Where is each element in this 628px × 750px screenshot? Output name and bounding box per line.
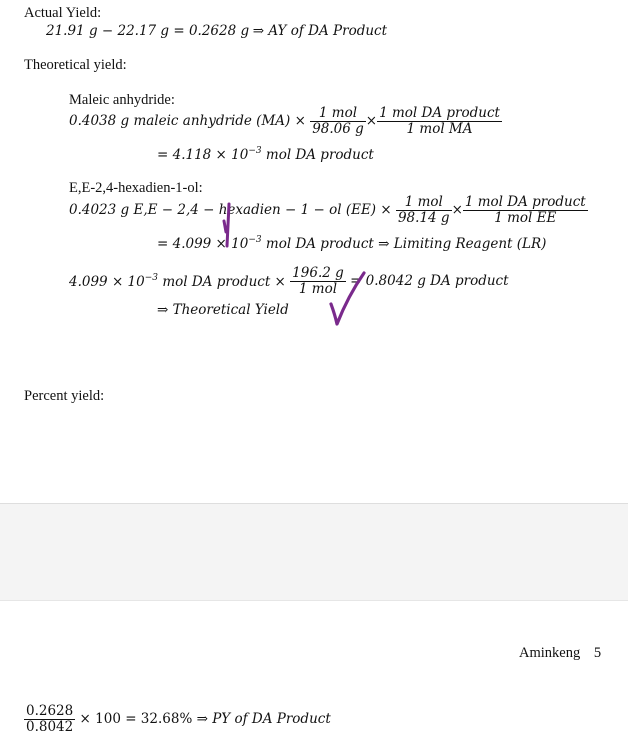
- final-lead-post: mol DA product ×: [162, 273, 286, 290]
- final-label: ⇒ Theoretical Yield: [157, 302, 289, 318]
- maleic-result-pre: = 4.118 × 10: [157, 147, 249, 163]
- maleic-lead: 0.4038 g maleic anhydride (MA) ×: [69, 113, 306, 130]
- maleic-frac1-num: 1 mol: [318, 105, 358, 121]
- theoretical-yield-heading: Theoretical yield:: [24, 57, 127, 73]
- final-fraction: [290, 266, 346, 297]
- maleic-fraction-2: [377, 106, 502, 137]
- final-result: = 0.8042 g DA product: [350, 273, 509, 290]
- page-gap: [0, 503, 628, 601]
- hexadienol-result: [157, 235, 546, 252]
- percent-eq-text: × 100 = 32.68%: [79, 711, 193, 728]
- final-lead: [69, 273, 286, 290]
- maleic-fraction-1: [310, 106, 366, 137]
- final-frac-num: 196.2 g: [292, 265, 344, 281]
- hexadienol-times: ×: [451, 202, 463, 219]
- hexadienol-result-pre: = 4.099 × 10: [157, 236, 249, 252]
- hexadienol-frac1-num: 1 mol: [404, 194, 443, 210]
- hexadienol-equation: [69, 195, 588, 226]
- percent-frac-den: 0.8042: [26, 718, 74, 735]
- hexadienol-heading: E,E-2,4-hexadien-1-ol:: [69, 180, 203, 196]
- actual-yield-eq-text: 21.91 g − 22.17 g = 0.2628 g: [46, 23, 250, 39]
- hexadienol-frac2-num: 1 mol DA product: [464, 194, 586, 210]
- footer-author: Aminkeng: [519, 645, 581, 661]
- maleic-frac1-den: 98.06 g: [312, 120, 364, 137]
- percent-yield-heading: Percent yield:: [24, 388, 105, 404]
- hexadienol-result-exp: −3: [248, 235, 262, 245]
- maleic-heading: Maleic anhydride:: [69, 92, 175, 108]
- hexadienol-frac1-den: 98.14 g: [397, 209, 450, 226]
- footer-page-number: 5: [593, 645, 602, 661]
- maleic-frac2-num: 1 mol DA product: [379, 105, 500, 121]
- maleic-frac2-den: 1 mol MA: [377, 121, 502, 137]
- maleic-times: ×: [365, 113, 378, 130]
- final-lead-exp: −3: [144, 272, 159, 283]
- hexadienol-lead: 0.4023 g E,E − 2,4 − hexadien − 1 − ol (EE) ×: [69, 202, 392, 219]
- percent-result: ⇒ PY of DA Product: [196, 711, 331, 728]
- page-footer: [519, 645, 601, 662]
- maleic-result-exp: −3: [248, 146, 262, 156]
- final-equation: [69, 266, 509, 297]
- maleic-equation: [69, 106, 502, 137]
- final-lead-pre: 4.099 × 10: [69, 273, 145, 290]
- hexadienol-result-post: mol DA product ⇒ Limiting Reagent (LR): [265, 236, 547, 252]
- actual-yield-result: ⇒ AY of DA Product: [252, 23, 388, 39]
- percent-yield-equation: [24, 704, 331, 735]
- maleic-result: [157, 146, 374, 163]
- hexadienol-frac2-den: 1 mol EE: [463, 210, 588, 226]
- actual-yield-heading: Actual Yield:: [24, 5, 102, 21]
- hexadienol-fraction-2: [463, 195, 588, 226]
- percent-frac-num: 0.2628: [26, 703, 74, 719]
- final-frac-den: 1 mol: [290, 281, 346, 297]
- hexadienol-fraction-1: [396, 195, 452, 226]
- maleic-result-post: mol DA product: [265, 147, 374, 163]
- actual-yield-equation: [46, 23, 387, 40]
- percent-fraction: [24, 704, 75, 735]
